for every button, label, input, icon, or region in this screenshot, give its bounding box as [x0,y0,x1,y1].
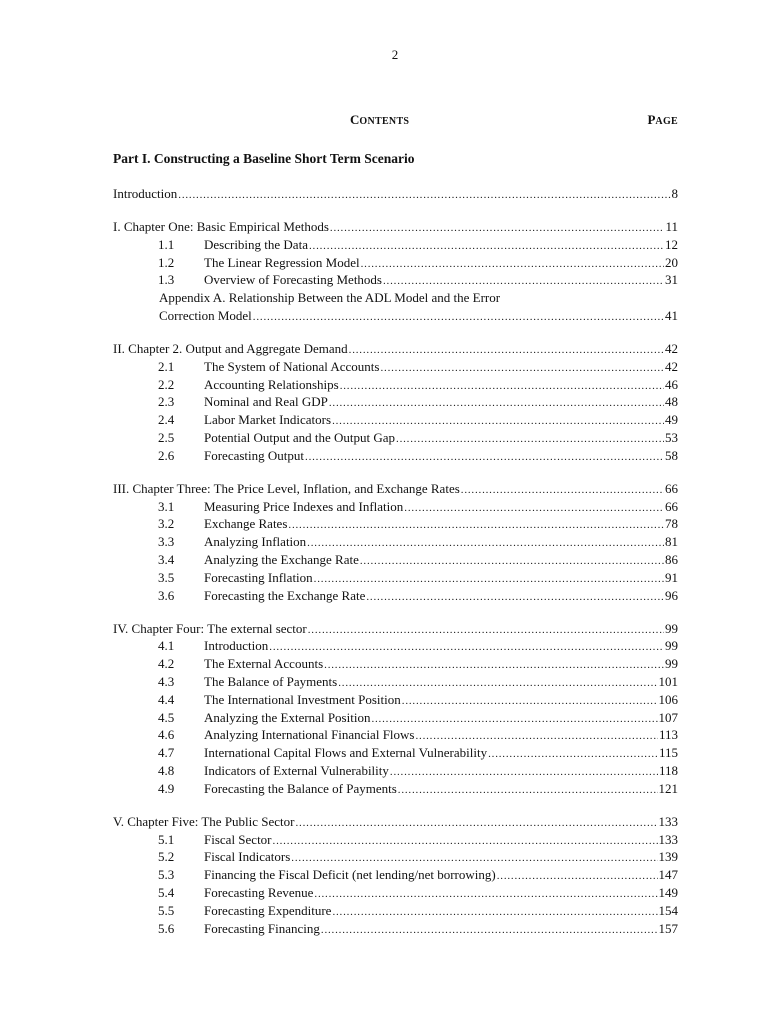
toc-entry-line [204,236,678,255]
toc-chapter-row [0,813,768,831]
toc-entry-title: Analyzing International Financial Flows [204,727,415,743]
toc-entry-line [204,709,678,728]
section-number: 4.7 [158,745,175,761]
toc-entry-page: 58 [665,447,678,463]
section-number: 5.2 [158,849,175,865]
dot-leader [307,534,664,552]
toc-entry-page: 86 [665,552,678,567]
toc-section-row [0,709,768,727]
section-number: 1.3 [158,272,175,288]
toc-section-row [0,411,768,429]
toc-section-row [0,673,768,691]
toc-section-row [0,587,768,605]
toc-entry-line [159,307,678,326]
toc-entry-page: 99 [665,620,678,636]
dot-leader [269,638,664,656]
toc-entry-page: 96 [665,587,678,603]
toc-entry-page: 91 [665,569,678,585]
toc-entry-line [204,866,678,885]
toc-entry-page: 12 [665,236,678,252]
toc-section-row [0,236,768,254]
toc-entry-title: Appendix A. Relationship Between the ADL Model and the Error [159,290,501,306]
toc-entry-title: I. Chapter One: Basic Empirical Methods [113,219,329,234]
section-number: 4.5 [158,709,175,725]
toc-entry-title: Forecasting Inflation [204,569,313,585]
toc-entry-title: Analyzing Inflation [204,534,307,550]
toc-entry-title: Labor Market Indicators [204,412,332,428]
toc-section-row [0,744,768,762]
toc-entry-title: II. Chapter 2. Output and Aggregate Demand [113,341,348,356]
toc-entry-page: 101 [658,674,678,689]
dot-leader [291,849,657,867]
toc-appendix-row [0,307,768,325]
toc-section-row [0,376,768,394]
dot-leader [361,255,664,273]
toc-section-row [0,691,768,709]
toc-entry-page: 81 [665,534,678,550]
toc-section-row [0,447,768,465]
toc-section-row [0,866,768,884]
toc-chapter-row [0,340,768,358]
dot-leader [340,377,664,395]
dot-leader [338,674,657,692]
toc-entry-page: 48 [665,394,678,410]
toc-entry-page: 139 [658,849,678,865]
toc-section-row [0,551,768,569]
toc-entry-title: Introduction [204,638,269,654]
dot-leader [178,186,670,204]
section-number: 4.2 [158,656,175,672]
dot-leader [253,308,664,326]
contents-heading-initial: C [350,112,360,127]
toc-entry-title: The External Accounts [204,656,324,672]
toc-section-row [0,848,768,866]
toc-entry-line [113,620,678,639]
section-number: 2.5 [158,430,175,445]
toc-entry-title: Fiscal Indicators [204,849,291,865]
section-number: 4.1 [158,638,175,654]
toc-entry-title: Correction Model [159,308,252,323]
toc-section-row [0,762,768,780]
toc-section-row [0,637,768,655]
toc-entry-page: 78 [665,516,678,532]
toc-entry-page: 66 [665,480,678,496]
toc-entry-page: 42 [665,358,678,374]
section-number: 4.6 [158,727,175,743]
toc-entry-page: 133 [658,813,678,829]
toc-section-row [0,726,768,744]
toc-entry-line [204,637,678,656]
dot-leader [321,921,658,939]
toc-entry-title: The System of National Accounts [204,358,380,374]
toc-section-row [0,655,768,673]
toc-entry-page: 11 [665,219,678,234]
toc-entry-line [204,411,678,430]
section-number: 2.2 [158,376,175,392]
dot-leader [314,570,664,588]
section-number: 5.4 [158,885,175,900]
toc-entry-line [113,813,678,832]
dot-leader [305,448,664,466]
dot-leader [324,656,664,674]
toc-entry-line [204,551,678,570]
toc-entry-line [204,569,678,588]
dot-leader [383,272,664,290]
toc-entry-title: The Linear Regression Model [204,254,360,270]
toc-entry-line [204,762,678,781]
toc-entry-page: 42 [665,341,678,356]
toc-entry-line [204,393,678,412]
dot-leader [288,516,664,534]
toc-entry-title: Overview of Forecasting Methods [204,272,382,288]
toc-entry-title: Exchange Rates [204,516,288,532]
toc-entry-line [159,289,678,307]
toc-entry-title: Forecasting Financing [204,920,320,936]
section-number: 5.1 [158,831,175,847]
dot-leader [415,727,657,745]
toc-entry-title: The International Investment Position [204,691,401,707]
section-number: 3.6 [158,587,175,603]
toc-entry-page: 99 [665,638,678,654]
toc-entry-line [204,429,678,448]
toc-entry-title: Indicators of External Vulnerability [204,763,389,778]
dot-leader [360,552,664,570]
toc-entry-page: 107 [658,709,678,725]
section-number: 4.8 [158,763,175,778]
section-number: 1.2 [158,254,175,270]
toc-entry-line [204,744,678,763]
toc-entry-page: 53 [665,430,678,445]
toc-entry-page: 149 [658,885,678,900]
dot-leader [349,341,664,359]
section-number: 5.3 [158,867,175,883]
dot-leader [461,481,664,499]
toc-chapter-row [0,480,768,498]
toc-entry-line [204,673,678,692]
toc-entry-line [204,533,678,552]
toc-section-row [0,393,768,411]
section-number: 2.3 [158,394,175,410]
toc-entry-title: Analyzing the External Position [204,709,371,725]
dot-leader [402,692,658,710]
toc-entry-line [204,726,678,745]
toc-entry-page: 154 [658,902,678,918]
toc-entry-title: Describing the Data [204,236,308,252]
toc-entry-line [204,498,678,517]
toc-entry-line [204,920,678,939]
page-column-heading [647,112,678,128]
toc-entry-title: V. Chapter Five: The Public Sector [113,813,295,829]
toc-entry-line [204,780,678,799]
toc-entry-line [113,218,678,237]
toc-section-row [0,902,768,920]
toc-entry-title: Introduction [113,186,178,201]
toc-chapter-row [0,620,768,638]
dot-leader [273,832,658,850]
toc-entry-page: 8 [671,186,678,201]
section-number: 2.1 [158,358,175,374]
toc-entry-title: Forecasting the Exchange Rate [204,587,366,603]
section-number: 1.1 [158,236,175,252]
toc-section-row [0,920,768,938]
toc-entry-page: 49 [665,412,678,428]
dot-leader [497,867,658,885]
toc-entry-line [113,340,678,359]
toc-entry-line [204,848,678,867]
page-number: 2 [391,47,399,62]
toc-entry-line [204,691,678,710]
toc-entry-page: 118 [658,763,678,778]
toc-entry-title: Analyzing the Exchange Rate [204,552,359,567]
toc-section-row [0,498,768,516]
section-number: 5.6 [158,920,175,936]
toc-entry-page: 147 [658,867,678,883]
toc-appendix-row [0,289,768,307]
toc-entry-line [204,831,678,850]
toc-entry-line [204,587,678,606]
toc-entry-line [204,271,678,290]
toc-entry-page: 121 [658,780,678,796]
toc-section-row [0,884,768,902]
dot-leader [398,781,658,799]
toc-section-row [0,831,768,849]
toc-entry-title: III. Chapter Three: The Price Level, Inflation, and Exchange Rates [113,480,460,496]
toc-entry-title: Forecasting Output [204,447,305,463]
toc-entry-page: 66 [665,498,678,514]
toc-entry-title: The Balance of Payments [204,674,338,689]
page-heading-initial: P [647,112,656,127]
toc-entry-line [204,655,678,674]
toc-entry-title: Forecasting the Balance of Payments [204,780,397,796]
dot-leader [366,588,664,606]
dot-leader [380,359,664,377]
part-title: Part I. Constructing a Baseline Short Term Scenario [113,151,415,166]
toc-entry-title: Potential Output and the Output Gap [204,430,396,445]
section-number: 2.6 [158,447,175,463]
toc-section-row [0,271,768,289]
section-number: 4.4 [158,691,175,707]
contents-heading [350,112,409,128]
toc-entry-title: Forecasting Expenditure [204,902,332,918]
section-number: 3.3 [158,534,175,550]
dot-leader [332,412,664,430]
dot-leader [309,237,664,255]
section-number: 3.1 [158,498,175,514]
toc-section-row [0,780,768,798]
dot-leader [314,885,657,903]
toc-section-row [0,569,768,587]
section-number: 3.4 [158,552,175,567]
contents-heading-rest: ONTENTS [359,116,410,127]
dot-leader [390,763,658,781]
toc-section-row [0,515,768,533]
dot-leader [329,394,664,412]
toc-entry-page: 46 [665,376,678,392]
section-number: 5.5 [158,902,175,918]
toc-entry-page: 113 [658,727,678,743]
toc-section-row [0,533,768,551]
toc-entry-page: 157 [658,920,678,936]
toc-entry-page: 31 [665,272,678,288]
toc-entry-page: 133 [658,831,678,847]
toc-section-row [0,254,768,272]
toc-entry-title: Forecasting Revenue [204,885,314,900]
section-number: 3.5 [158,569,175,585]
toc-entry-line [204,902,678,921]
toc-entry-page: 20 [665,254,678,270]
dot-leader [330,219,665,237]
toc-chapter-row [0,218,768,236]
dot-leader [488,745,658,763]
toc-entry-line [204,254,678,273]
toc-entry-page: 41 [665,308,678,323]
toc-entry-line [204,447,678,466]
section-number: 3.2 [158,516,175,532]
dot-leader [396,430,664,448]
section-number: 2.4 [158,412,175,428]
toc-entry-line [113,185,678,204]
toc-entry-line [113,480,678,499]
toc-entry-line [204,376,678,395]
toc-entry-title: Fiscal Sector [204,831,272,847]
dot-leader [404,499,664,517]
toc-section-row [0,429,768,447]
toc-entry-line [204,884,678,903]
toc-entry-title: Accounting Relationships [204,376,339,392]
section-number: 4.3 [158,674,175,689]
toc-entry-title: International Capital Flows and External Vulnerability [204,745,488,761]
toc-section-row [0,358,768,376]
toc-entry-page: 106 [658,691,678,707]
toc-entry-line [204,515,678,534]
toc-entry-title: Nominal and Real GDP [204,394,328,410]
toc-entry-page: 99 [665,656,678,672]
toc-chapter-row [0,185,768,203]
dot-leader [296,814,658,832]
toc-entry-title: IV. Chapter Four: The external sector [113,620,307,636]
toc-entry-line [204,358,678,377]
section-number: 4.9 [158,780,175,796]
dot-leader [332,903,657,921]
toc-entry-page: 115 [658,745,678,761]
toc-entry-title: Financing the Fiscal Deficit (net lending/net borrowing) [204,867,496,883]
toc-entry-title: Measuring Price Indexes and Inflation [204,498,404,514]
dot-leader [371,710,657,728]
dot-leader [308,621,664,639]
page-heading-rest: AGE [655,116,678,127]
